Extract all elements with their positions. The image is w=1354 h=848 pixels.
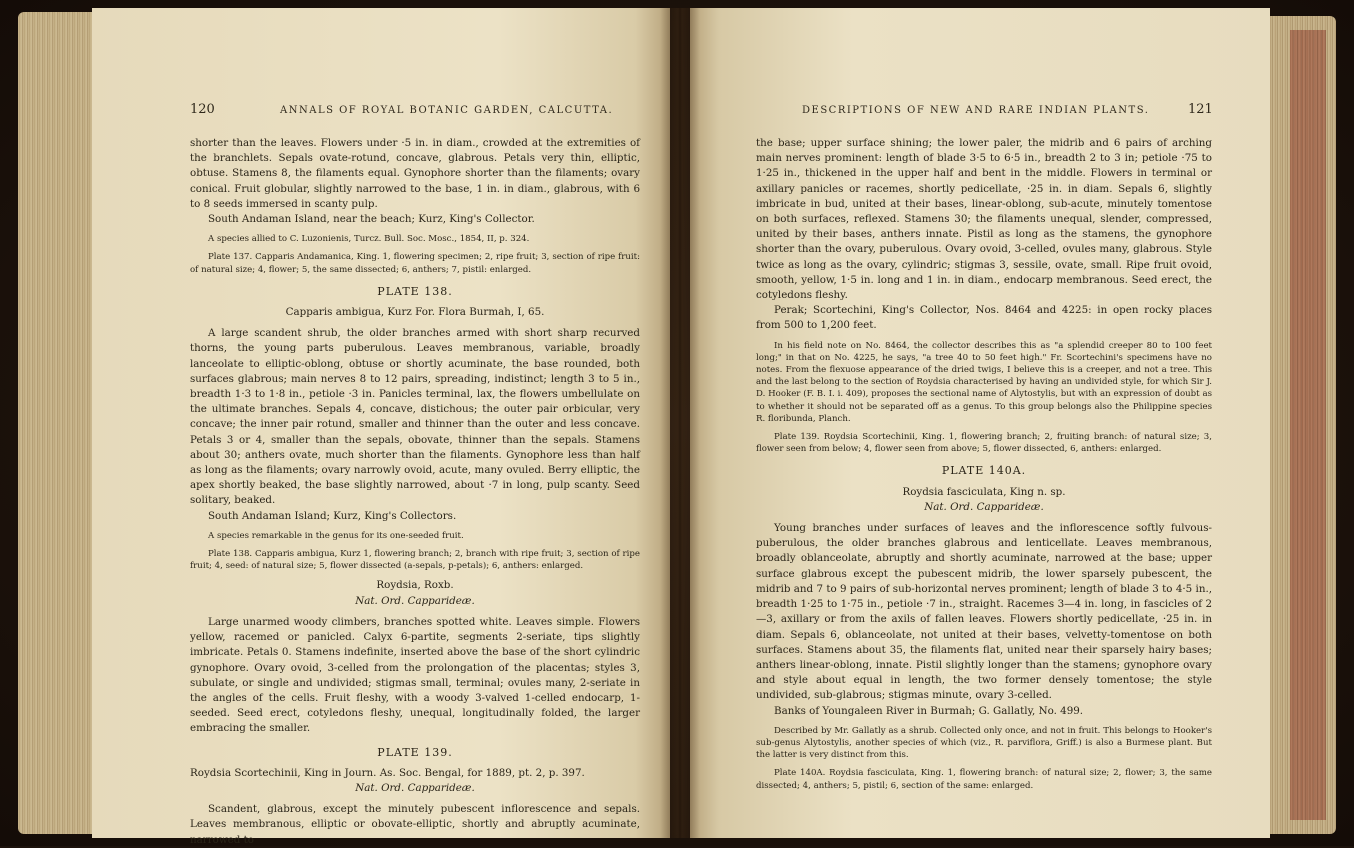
description: A large scandent shrub, the older branches armed with short sharp recurved thorns, the young parts puberulous. Leaves membranous, variable, broadly lanceolate to elliptic-oblong, obtuse or shortly acuminate, the base rounded, both surfaces glabrous; main nerves 8 to 12 pairs, spreading, indistinct; length 3 to 5 in., breadth 1·3 to 1·8 in., petiole ·3 in. Panicles terminal, lax, the flowers umbellulate on the ultimate branches. Sepals 4, concave, distichous; the outer pair orbicular, very concave; the inner pair rotund, smaller and thinner than the outer and less concave. Petals 3 or 4, smaller than the sepals, obovate, thinner than the sepals. Stamens about 30; anthers ovate, much shorter than the filaments. Gynophore less than half as long as the filaments; ovary narrowly ovoid, acute, many ovuled. Berry elliptic, the apex shortly beaked, the base slightly narrowed, about ·7 in long, pulp scanty. Seed solitary, beaked.: [190, 327, 640, 507]
book-gutter: [660, 8, 700, 838]
note: Described by Mr. Gallatly as a shrub. Collected only once, and not in fruit. This belongs to Hooker's sub-genus Alytostylis, another species of which (viz., R. parviflora, Griff.) is also a Burmese plant. But the latter is very distinct from this.: [756, 725, 1212, 761]
note: A species allied to C. Luzonienis, Turcz. Bull. Soc. Mosc., 1854, II, p. 324.: [208, 234, 530, 245]
plate-caption: Plate 139. Roydsia Scortechinii, King. 1, flowering branch; 2, fruiting branch: of natural size; 3, flower seen from below; 4, flower seen from above; 5, flower dissected, 6, anthers: enlarged.: [756, 432, 1212, 455]
species-name: Roydsia Scortechinii, King in Journ. As. Soc. Bengal, for 1889, pt. 2, p. 397.: [190, 766, 585, 779]
paragraph: the base; upper surface shining; the lower paler, the midrib and 6 pairs of arching main nerves prominent: length of blade 3·5 to 6·5 in., breadth 2 to 3 in; petiole ·75 to 1·25 in., thickened in the upper half and bent in the middle. Flowers in terminal or axillary panicles or racemes, shortly pedicellate, ·25 in. in diam. Sepals 6, slightly imbricate in bud, united at their bases, linear-oblong, sub-acute, minutely tomentose on both surfaces, reflexed. Stamens 30; the filaments unequal, slender, compressed, united by their bases, anthers innate. Pistil as long as the stamens, the gynophore shorter than the ovary, puberulous. Ovary ovoid, 3-celled, ovules many, glabrous. Style twice as long as the ovary, cylindric; stigmas 3, sessile, ovate, small. Ripe fruit ovoid, smooth, yellow, 1·5 in. long and 1 in. in diam., endocarp membranous. Seed erect, the cotyledons fleshy.: [756, 137, 1212, 302]
locality: South Andaman Island; Kurz, King's Collectors.: [208, 509, 457, 522]
description: Scandent, glabrous, except the minutely pubescent inflorescence and sepals. Leaves membranous, elliptic or obovate-elliptic, shortly and abruptly acuminate, narrowed to: [190, 803, 640, 846]
paragraph: shorter than the leaves. Flowers under ·5 in. in diam., crowded at the extremities of the branchlets. Sepals ovate-rotund, concave, glabrous. Petals very thin, elliptic, obtuse. Stamens 8, the filaments equal. Gynophore shorter than the filaments; ovary conical. Fruit globular, slightly narrowed to the base, 1 in. in diam., glabrous, with 6 to 8 seeds immersed in scanty pulp.: [190, 137, 640, 210]
locality: Perak; Scortechini, King's Collector, Nos. 8464 and 4225: in open rocky places from 500 to 1,200 feet.: [756, 304, 1212, 332]
genus-name: Roydsia, Roxb.: [376, 579, 454, 592]
page-number: 120: [190, 102, 215, 117]
plate-heading: PLATE 138.: [377, 284, 453, 298]
locality: Banks of Youngaleen River in Burmah; G. Gallatly, No. 499.: [774, 704, 1084, 717]
left-page: [92, 8, 670, 846]
note: A species remarkable in the genus for its one-seeded fruit.: [208, 530, 464, 541]
running-header: DESCRIPTIONS OF NEW AND RARE INDIAN PLANTS.: [802, 105, 1150, 116]
order-name: Nat. Ord. Capparideæ.: [355, 594, 475, 607]
description: Large unarmed woody climbers, branches spotted white. Leaves simple. Flowers yellow, racemed or panicled. Calyx 6-partite, segments 2-seriate, tips slightly imbricate. Petals 0. Stamens indefinite, inserted above the base of the short cylindric gynophore. Ovary ovoid, 3-celled from the prolongation of the placentas; styles 3, subulate, or single and undivided; stigmas small, terminal; ovules many, 2-seriate in the angles of the cells. Fruit fleshy, with a woody 3-valved 1-celled endocarp, 1-seeded. Seed erect, cotyledons fleshy, unequal, longitudinally folded, the larger embracing the smaller.: [190, 615, 640, 735]
description: Young branches under surfaces of leaves and the inflorescence softly fulvous-puberulous, the older branches glabrous and lenticellate. Leaves membranous, broadly oblanceolate, abruptly and shortly acuminate, narrowed at the base; upper surface glabrous except the pubescent midrib, the lower sparsely pubescent, the midrib and 7 to 9 pairs of sub-horizontal nerves prominent; length of blade 3 to 4·5 in., breadth 1·25 to 1·75 in., petiole ·7 in., straight. Racemes 3—4 in. long, in fascicles of 2—3, axillary or from the axils of fallen leaves. Flowers shortly pedicellate, ·25 in. in diam. Sepals 6, oblanceolate, not united at their bases, velvetty-tomentose on both surfaces. Stamens about 35, the filaments flat, united near their sparsely hairy bases; anthers linear-oblong, innate. Pistil slightly longer than the stamens; gynophore ovary and style about equal in length, the two former densely tomentose; the style undivided, sub-glabrous; stigmas minute, ovary 3-celled.: [756, 522, 1212, 702]
locality: South Andaman Island, near the beach; Kurz, King's Collector.: [208, 213, 535, 226]
plate-caption: Plate 140A. Roydsia fasciculata, King. 1, flowering branch: of natural size; 2, flower; 3, the same dissected; 4, anthers; 5, pistil; 6, section of the same: enlarged.: [756, 768, 1212, 791]
left-page-edges: [18, 12, 98, 834]
species-name: Capparis ambigua, Kurz For. Flora Burmah, I, 65.: [285, 306, 545, 319]
species-name: Roydsia fasciculata, King n. sp.: [902, 485, 1066, 498]
plate-caption: Plate 138. Capparis ambigua, Kurz 1, flowering branch; 2, branch with ripe fruit; 3, section of ripe fruit; 4, seed: of natural size; 5, flower dissected (a-sepals, p-petals); 6, anthers: enlarged.: [190, 549, 640, 572]
text-column: [756, 136, 1212, 792]
running-header: ANNALS OF ROYAL BOTANIC GARDEN, CALCUTTA.: [280, 105, 614, 116]
text-column: [190, 136, 640, 848]
order-name: Nat. Ord. Capparideæ.: [355, 781, 475, 794]
plate-heading: PLATE 140A.: [941, 464, 1027, 478]
plate-caption: Plate 137. Capparis Andamanica, King. 1, flowering specimen; 2, ripe fruit; 3, section of ripe fruit: of natural size; 4, flower; 5, the same dissected; 6, anthers; 7, pistil: enlarged.: [190, 252, 640, 275]
note: In his field note on No. 8464, the collector describes this as "a splendid creeper 80 to 100 feet long;" in that on No. 4225, he says, "a tree 40 to 50 feet high." Fr. Scortechini's specimens have no notes. From the flexuose appearance of the dried twigs, I believe this is a creeper, and not a tree. This and the last belong to the section of Roydsia characterised by having an undivided style, for which Sir J. D. Hooker (F. B. I. i. 409), proposes the sectional name of Alytostylis, but with an expression of doubt as to whether it should not be separated off as a genus. To this group belongs also the Philippine species R. floribunda, Planch.: [756, 340, 1212, 424]
right-page: [690, 8, 1270, 838]
red-edge-stain: [1290, 30, 1326, 820]
order-name: Nat. Ord. Capparideæ.: [924, 500, 1044, 513]
plate-heading: PLATE 139.: [377, 745, 453, 759]
page-number: 121: [1188, 102, 1213, 117]
